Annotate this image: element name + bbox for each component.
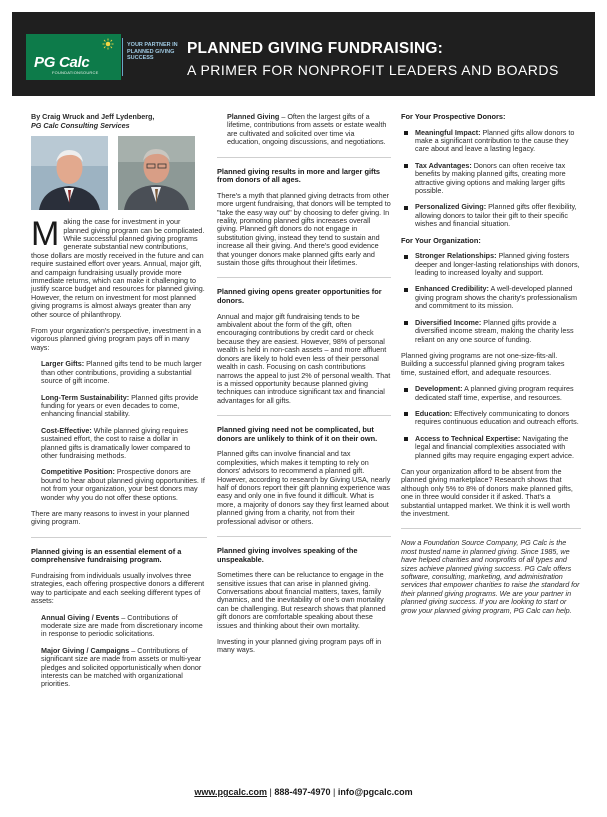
header-banner — [12, 12, 595, 96]
section-heading: For Your Organization: — [401, 235, 481, 245]
strategy-item: Planned Giving – Often the largest gifts of a lifetime, contributions from assets or estate wealth are cultivated and solicited over time via education, ongoing discussions, and negotiations. — [227, 112, 387, 147]
section-heading: Planned giving opens greater opportunities for donors. — [217, 287, 382, 306]
paragraph: Sometimes there can be reluctance to engage in the sensitive issues that can arise in planned giving. Conversations about financial matters, taxes, family dynamics, and the inevitability of one's own mortality can be challenging. But research shows that planned gift donors are comfortable speaking about these issues and thinking about their own mortality. — [217, 570, 386, 630]
section-heading: Planned giving involves speaking of the unspeakable. — [217, 545, 358, 564]
list-item: Stronger Relationships: Planned giving fosters deeper and longer-lasting relationships with donors, leading to increased loyalty and support. — [401, 252, 581, 277]
section-divider — [217, 277, 391, 278]
list-item: Tax Advantages: Donors can often receive tax benefits by making planned gifts, creating more attractive giving options and making larger gifts possible. — [401, 162, 581, 196]
paragraph: Planned giving programs are not one-size-fits-all. Building a successful planned giving program takes time, sustained effort, and adequate resources. — [401, 350, 565, 377]
logo-subtext: FOUNDATIONSOURCE — [52, 70, 99, 75]
dropcap-letter: M — [31, 215, 60, 254]
author-photo-2 — [118, 136, 195, 210]
paragraph: Annual and major gift fundraising tends to be ambivalent about the form of the gift, often encouraging contributions by credit card or check because they are easiest. However, 98% of personal wealth is held in non-cash assets – and more affluent donors are likely to hold even less of their personal wealth in cash. Focusing on cash contributions narrows the appeal to just 2% of personal wealth. That is a missed opportunity because planned giving techniques can introduce significant tax and financial advantages for all gifts. — [217, 311, 391, 405]
paragraph: Can your organization afford to be absent from the planned giving marketplace? Research shows that although only 5% to 8% of donors make planned gifts, one in three would consider it if asked. That's a substantial untapped market. We think it is well worth the investment. — [401, 466, 573, 518]
column-1 — [31, 113, 207, 697]
tagline: YOUR PARTNER IN PLANNED GIVING SUCCESS — [127, 42, 178, 61]
section-heading: For Your Prospective Donors: — [401, 112, 506, 121]
benefit-item: Competitive Position: Prospective donors are bound to hear about planned giving opportunities. If not from your organization, your best donors may wonder why you do not offer these options. — [41, 467, 205, 502]
column-2 — [217, 113, 391, 663]
intro-paragraph: Making the case for investment in your planned giving program can be complicated. While successful planned giving programs generate substantial new contributions, those dollars are mostly received in the future and can require sustained effort over years. Annual, major gift, and campaign fundraising usually provide more immediate returns, which can make it challenging to justify scarce budget and resources for planned giving. However, the return on investment for most planned giving programs is almost always greater than any other source of philanthropy. — [31, 215, 205, 319]
list-item: Development: A planned giving program requires dedicated staff time, expertise, and resources. — [401, 385, 581, 402]
section-heading: Planned giving need not be complicated, but donors are unlikely to think of it on their own. — [217, 425, 378, 443]
byline — [31, 113, 207, 130]
section-heading: Planned giving results in more and larger gifts from donors of all ages. — [217, 166, 381, 185]
paragraph: There are many reasons to invest in your planned giving program. — [31, 508, 190, 527]
paragraph: Fundraising from individuals usually involves three strategies, each offering prospective donors a different way to participate and each seeking different types of assets: — [31, 570, 205, 606]
list-item: Access to Technical Expertise: Navigating the legal and financial complexities associated with planned gifts may require engaging expert advice. — [401, 435, 581, 460]
page-title: PLANNED GIVING FUNDRAISING: — [187, 40, 443, 57]
list-item: Enhanced Credibility: A well-developed planned giving program shows the charity's professionalism and commitment to its mission. — [401, 285, 581, 310]
author-org: PG Calc Consulting Services — [31, 120, 130, 130]
company-closing: Now a Foundation Source Company, PG Calc is the most trusted name in planned giving. Since 1985, we have helped charities and nonprofits of all types and sizes achieve planned giving success. PG Calc offers software, consulting, marketing, and administration services that empower charities to raise the standard for their planned giving programs. We are your partner in planned giving success. If you are looking to start or grow your planned giving program, PG Calc can help. — [401, 538, 580, 615]
paragraph: There's a myth that planned giving detracts from other more urgent fundraising, that donors will be tempted to "take the easy way out" by choosing to defer giving. In reality, promoting planned gifts increases overall giving. Planned gift donors do not engage in substitution giving, instead they tend to sustain and increase all their giving. And there's good evidence that younger donors make planned gifts early and sustain those gifts throughout their lifetimes. — [217, 190, 391, 268]
author-photos — [31, 136, 207, 210]
website-link[interactable]: www.pgcalc.com — [194, 787, 268, 797]
footer-separator: | — [269, 787, 272, 797]
email-link[interactable]: info@pgcalc.com — [337, 787, 413, 797]
donor-benefits-list — [401, 129, 581, 229]
list-item: Diversified Income: Planned gifts provide a diversified income stream, making the charity less reliant on any one source of funding. — [401, 319, 581, 344]
phone-number: 888-497-4970 — [274, 787, 331, 797]
header-divider — [122, 38, 123, 76]
section-heading: Planned giving is an essential element of a comprehensive fundraising program. — [31, 546, 182, 565]
benefit-item: Cost-Effective: While planned giving requires sustained effort, the cost to raise a dollar in planned gifts is dramatically lower compared to other fundraising methods. — [41, 425, 191, 460]
section-divider — [217, 157, 391, 158]
author-photo-1 — [31, 136, 108, 210]
section-divider — [217, 536, 391, 537]
page-subtitle: A PRIMER FOR NONPROFIT LEADERS AND BOARDS — [187, 62, 559, 78]
list-item: Personalized Giving: Planned gifts offer flexibility, allowing donors to tailor their gift to their specific wishes and financial situation. — [401, 203, 581, 228]
list-item: Education: Effectively communicating to donors requires continuous education and outreach efforts. — [401, 410, 581, 427]
column-3 — [401, 113, 581, 623]
requirements-list — [401, 385, 581, 460]
logo-text: PG Calc — [34, 54, 90, 71]
sun-logo-icon — [102, 38, 114, 50]
section-divider — [401, 528, 581, 529]
benefit-item: Larger Gifts: Planned gifts tend to be much larger than other contributions, providing a substantial source of gift income. — [41, 359, 202, 386]
benefit-item: Long-Term Sustainability: Planned gifts provide funding for years or even decades to come, enhancing financial stability. — [41, 392, 199, 419]
paragraph: Planned gifts can involve financial and tax complexities, which makes it tempting to rely on donors' advisors to recommend a planned gift. However, according to research by Giving USA, nearly half of donors report their gift planning experience was easy and only one in five found it difficult. What is more, a majority of donors say they first learned about planned giving from a charity, not from their professional advisor or others. — [217, 449, 391, 526]
strategy-item: Annual Giving / Events – Contributions of moderate size are made from discretionary income in response to periodic solicitations. — [41, 612, 203, 639]
paragraph: From your organization's perspective, investment in a vigorous planned giving program pays off in many ways: — [31, 326, 201, 352]
paragraph: Investing in your planned giving program pays off in many ways. — [217, 637, 382, 655]
section-divider — [31, 537, 207, 538]
section-divider — [217, 415, 391, 416]
authors: By Craig Wruck and Jeff Lydenberg, — [31, 112, 155, 121]
footer-contact — [0, 787, 607, 797]
pgcalc-logo — [26, 34, 121, 80]
footer-separator: | — [332, 787, 336, 797]
list-item: Meaningful Impact: Planned gifts allow donors to make a significant contribution to the cause they care about and leave a lasting legacy. — [401, 129, 581, 154]
org-benefits-list — [401, 252, 581, 344]
strategy-item: Major Giving / Campaigns – Contributions of significant size are made from assets or multi-year pledges and solicited opportunistically when donor interests can be matched with organizational priorities. — [41, 645, 202, 689]
